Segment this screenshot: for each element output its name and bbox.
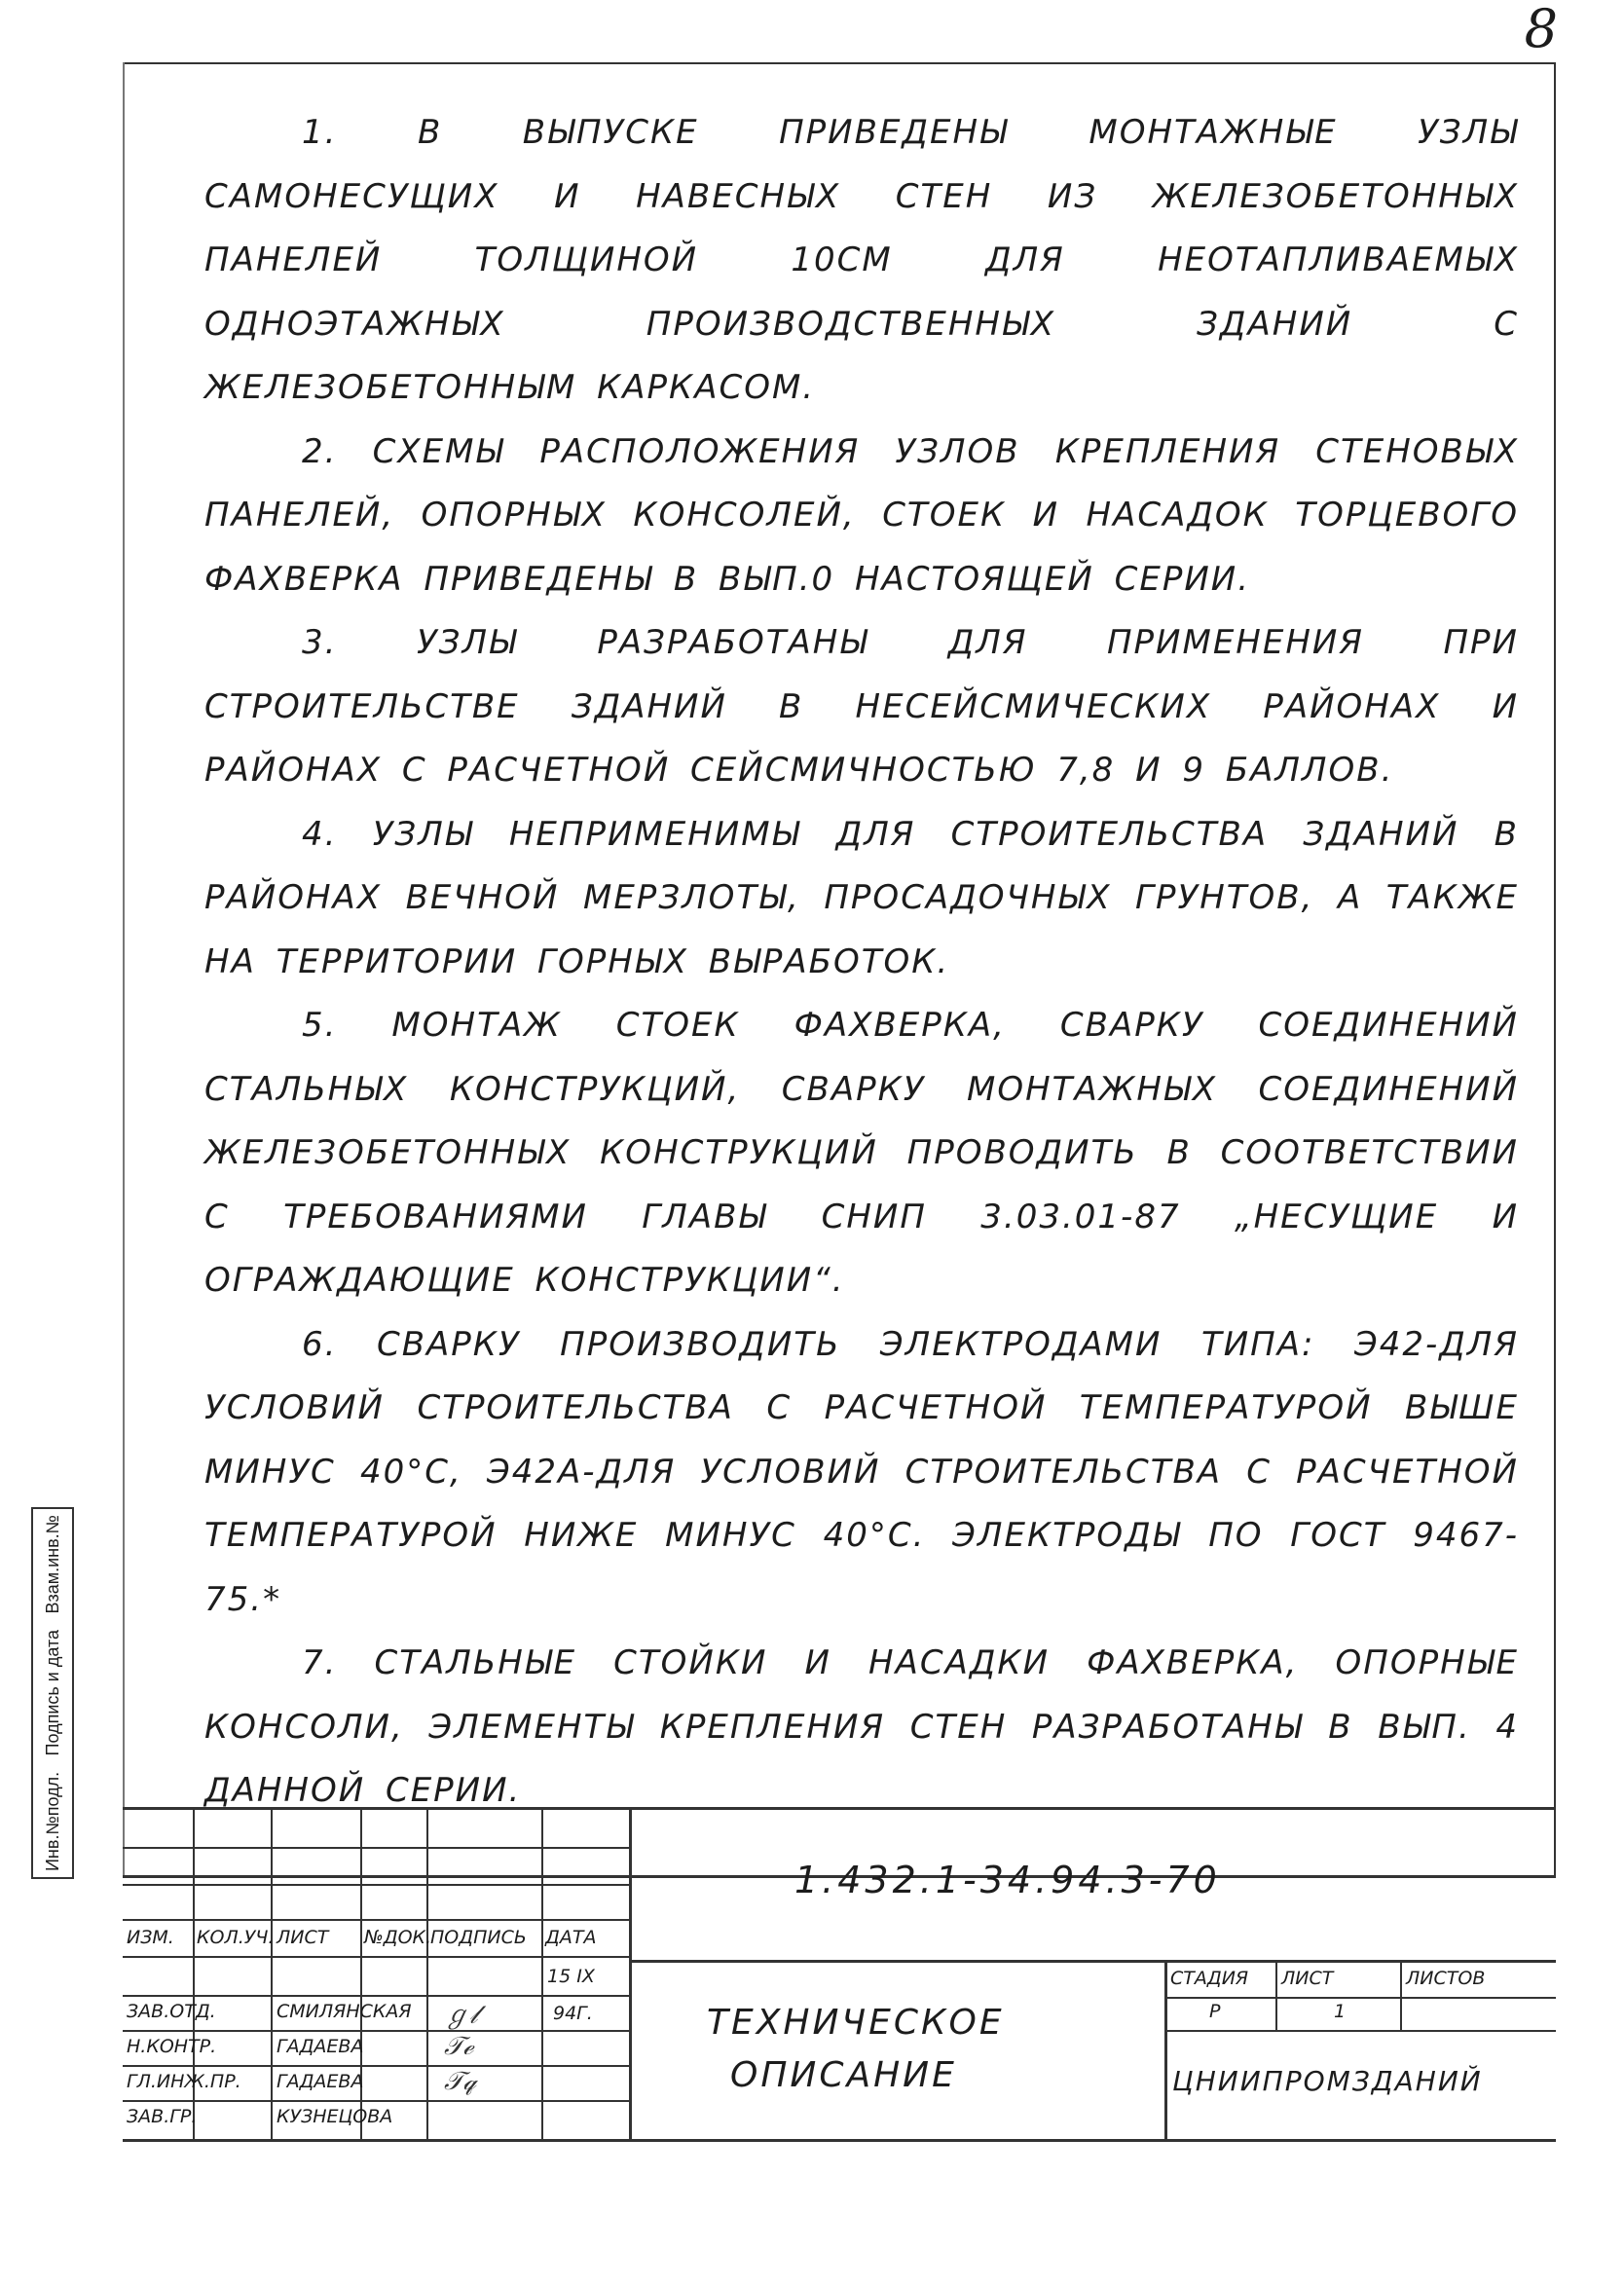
role-1: ЗАВ.ОТД. xyxy=(127,2001,216,2022)
note-1: 1. В ВЫПУСКЕ ПРИВЕДЕНЫ МОНТАЖНЫЕ УЗЛЫ САМОНЕСУЩИХ И НАВЕСНЫХ СТЕН ИЗ ЖЕЛЕЗОБЕТОННЫХ ПАНЕЛЕЙ ТОЛЩИНОЙ 10СМ ДЛЯ НЕОТАПЛИВАЕМЫХ ОДНОЭТАЖНЫХ ПРОИЗВОДСТВЕННЫХ ЗДАНИЙ С ЖЕЛЕЗОБЕТОННЫМ КАРКАСОМ. xyxy=(204,113,1519,407)
name-2: ГАДАЕВА xyxy=(277,2036,364,2057)
sheet-value: 1 xyxy=(1334,2001,1347,2022)
sheets-label: ЛИСТОВ xyxy=(1406,1968,1486,1989)
stamp-vline xyxy=(1275,1960,1277,2030)
stamp-vline xyxy=(629,1810,632,2139)
header-date: ДАТА xyxy=(545,1927,597,1948)
document-title-line2: ОПИСАНИЕ xyxy=(730,2055,957,2095)
note-7: 7. СТАЛЬНЫЕ СТОЙКИ И НАСАДКИ ФАХВЕРКА, ОПОРНЫЕ КОНСОЛИ, ЭЛЕМЕНТЫ КРЕПЛЕНИЯ СТЕН РАЗРАБОТАНЫ В ВЫП. 4 ДАННОЙ СЕРИИ. xyxy=(204,1643,1519,1810)
stamp-hline xyxy=(123,1956,629,1958)
stamp-vline xyxy=(1164,1960,1167,2139)
header-doc-no: №ДОК. xyxy=(364,1927,432,1948)
header-quantity: КОЛ.УЧ. xyxy=(197,1927,275,1948)
stamp-hline xyxy=(123,1995,629,1997)
technical-notes xyxy=(204,101,1519,1824)
inv-no-label: Инв.№подл. xyxy=(42,1771,62,1871)
role-3: ГЛ.ИНЖ.ПР. xyxy=(127,2071,241,2092)
side-strip xyxy=(31,1507,74,1879)
note-3: 3. УЗЛЫ РАЗРАБОТАНЫ ДЛЯ ПРИМЕНЕНИЯ ПРИ СТРОИТЕЛЬСТВЕ ЗДАНИЙ В НЕСЕЙСМИЧЕСКИХ РАЙОНАХ И РАЙОНАХ С РАСЧЕТНОЙ СЕЙСМИЧНОСТЬЮ 7,8 И 9 БАЛЛОВ. xyxy=(204,623,1519,790)
stamp-hline xyxy=(1164,2030,1556,2032)
header-sheet: ЛИСТ xyxy=(277,1927,329,1948)
note-6: 6. СВАРКУ ПРОИЗВОДИТЬ ЭЛЕКТРОДАМИ ТИПА: Э42-ДЛЯ УСЛОВИЙ СТРОИТЕЛЬСТВА С РАСЧЕТНОЙ ТЕМПЕРАТУРОЙ ВЫШЕ МИНУС 40°С, Э42А-ДЛЯ УСЛОВИЙ СТРОИТЕЛЬСТВА С РАСЧЕТНОЙ ТЕМПЕРАТУРОЙ НИЖЕ МИНУС 40°С. ЭЛЕКТРОДЫ ПО ГОСТ 9467-75.* xyxy=(204,1324,1519,1619)
stage-value: Р xyxy=(1209,2001,1221,2022)
stamp-hline xyxy=(1164,1997,1556,1999)
name-3: ГАДАЕВА xyxy=(277,2071,364,2092)
stamp-hline xyxy=(123,2100,629,2102)
stamp-vline xyxy=(426,1810,428,2139)
stage-label: СТАДИЯ xyxy=(1170,1968,1249,1989)
stamp-hline xyxy=(123,1884,629,1886)
note-5: 5. МОНТАЖ СТОЕК ФАХВЕРКА, СВАРКУ СОЕДИНЕНИЙ СТАЛЬНЫХ КОНСТРУКЦИЙ, СВАРКУ МОНТАЖНЫХ СОЕДИНЕНИЙ ЖЕЛЕЗОБЕТОННЫХ КОНСТРУКЦИЙ ПРОВОДИТЬ В СООТВЕТСТВИИ С ТРЕБОВАНИЯМИ ГЛАВЫ СНИП 3.03.01-87 „НЕСУЩИЕ И ОГРАЖДАЮЩИЕ КОНСТРУКЦИИ“. xyxy=(204,1006,1519,1300)
name-4: КУЗНЕЦОВА xyxy=(277,2106,393,2127)
stamp-hline xyxy=(123,1919,629,1921)
stamp-vline xyxy=(271,1810,273,2139)
date-day-month: 15 IX xyxy=(547,1966,595,1987)
title-block xyxy=(123,1807,1556,2142)
date-year: 94Г. xyxy=(553,2003,593,2024)
frame-left-border xyxy=(123,62,125,1875)
stamp-hline xyxy=(629,1960,1556,1963)
signature-scribble-1: ℊ𝓁 xyxy=(444,2001,478,2030)
signature-scribble-3: 𝒯𝓆 xyxy=(444,2067,477,2096)
header-signature: ПОДПИСЬ xyxy=(430,1927,527,1948)
stamp-hline xyxy=(123,2030,629,2032)
role-2: Н.КОНТР. xyxy=(127,2036,217,2057)
stamp-hline xyxy=(123,2065,629,2067)
note-4: 4. УЗЛЫ НЕПРИМЕНИМЫ ДЛЯ СТРОИТЕЛЬСТВА ЗДАНИЙ В РАЙОНАХ ВЕЧНОЙ МЕРЗЛОТЫ, ПРОСАДОЧНЫХ ГРУНТОВ, А ТАКЖЕ НА ТЕРРИТОРИИ ГОРНЫХ ВЫРАБОТОК. xyxy=(204,814,1519,981)
sheet-label: ЛИСТ xyxy=(1281,1968,1334,1989)
stamp-vline xyxy=(1400,1960,1402,2030)
replace-inv-label: Взам.инв.№ xyxy=(42,1515,62,1614)
note-2: 2. СХЕМЫ РАСПОЛОЖЕНИЯ УЗЛОВ КРЕПЛЕНИЯ СТЕНОВЫХ ПАНЕЛЕЙ, ОПОРНЫХ КОНСОЛЕЙ, СТОЕК И НАСАДОК ТОРЦЕВОГО ФАХВЕРКА ПРИВЕДЕНЫ В ВЫП.0 НАСТОЯЩЕЙ СЕРИИ. xyxy=(204,431,1519,599)
signature-date-label: Подпись и дата xyxy=(42,1629,62,1756)
stamp-vline xyxy=(541,1810,543,2139)
side-strip-labels xyxy=(33,1509,72,1877)
stamp-hline xyxy=(123,1847,629,1849)
page-number: 8 xyxy=(1524,0,1558,59)
name-1: СМИЛЯНСКАЯ xyxy=(277,2001,412,2022)
organization: ЦНИИПРОМЗДАНИЙ xyxy=(1172,2065,1483,2097)
signature-scribble-2: 𝒯ℯ xyxy=(444,2032,474,2061)
document-title-line1: ТЕХНИЧЕСКОЕ xyxy=(707,2003,1005,2043)
role-4: ЗАВ.ГР. xyxy=(127,2106,198,2127)
document-code: 1.432.1-34.94.3-70 xyxy=(794,1859,1221,1901)
header-change: ИЗМ. xyxy=(127,1927,174,1948)
